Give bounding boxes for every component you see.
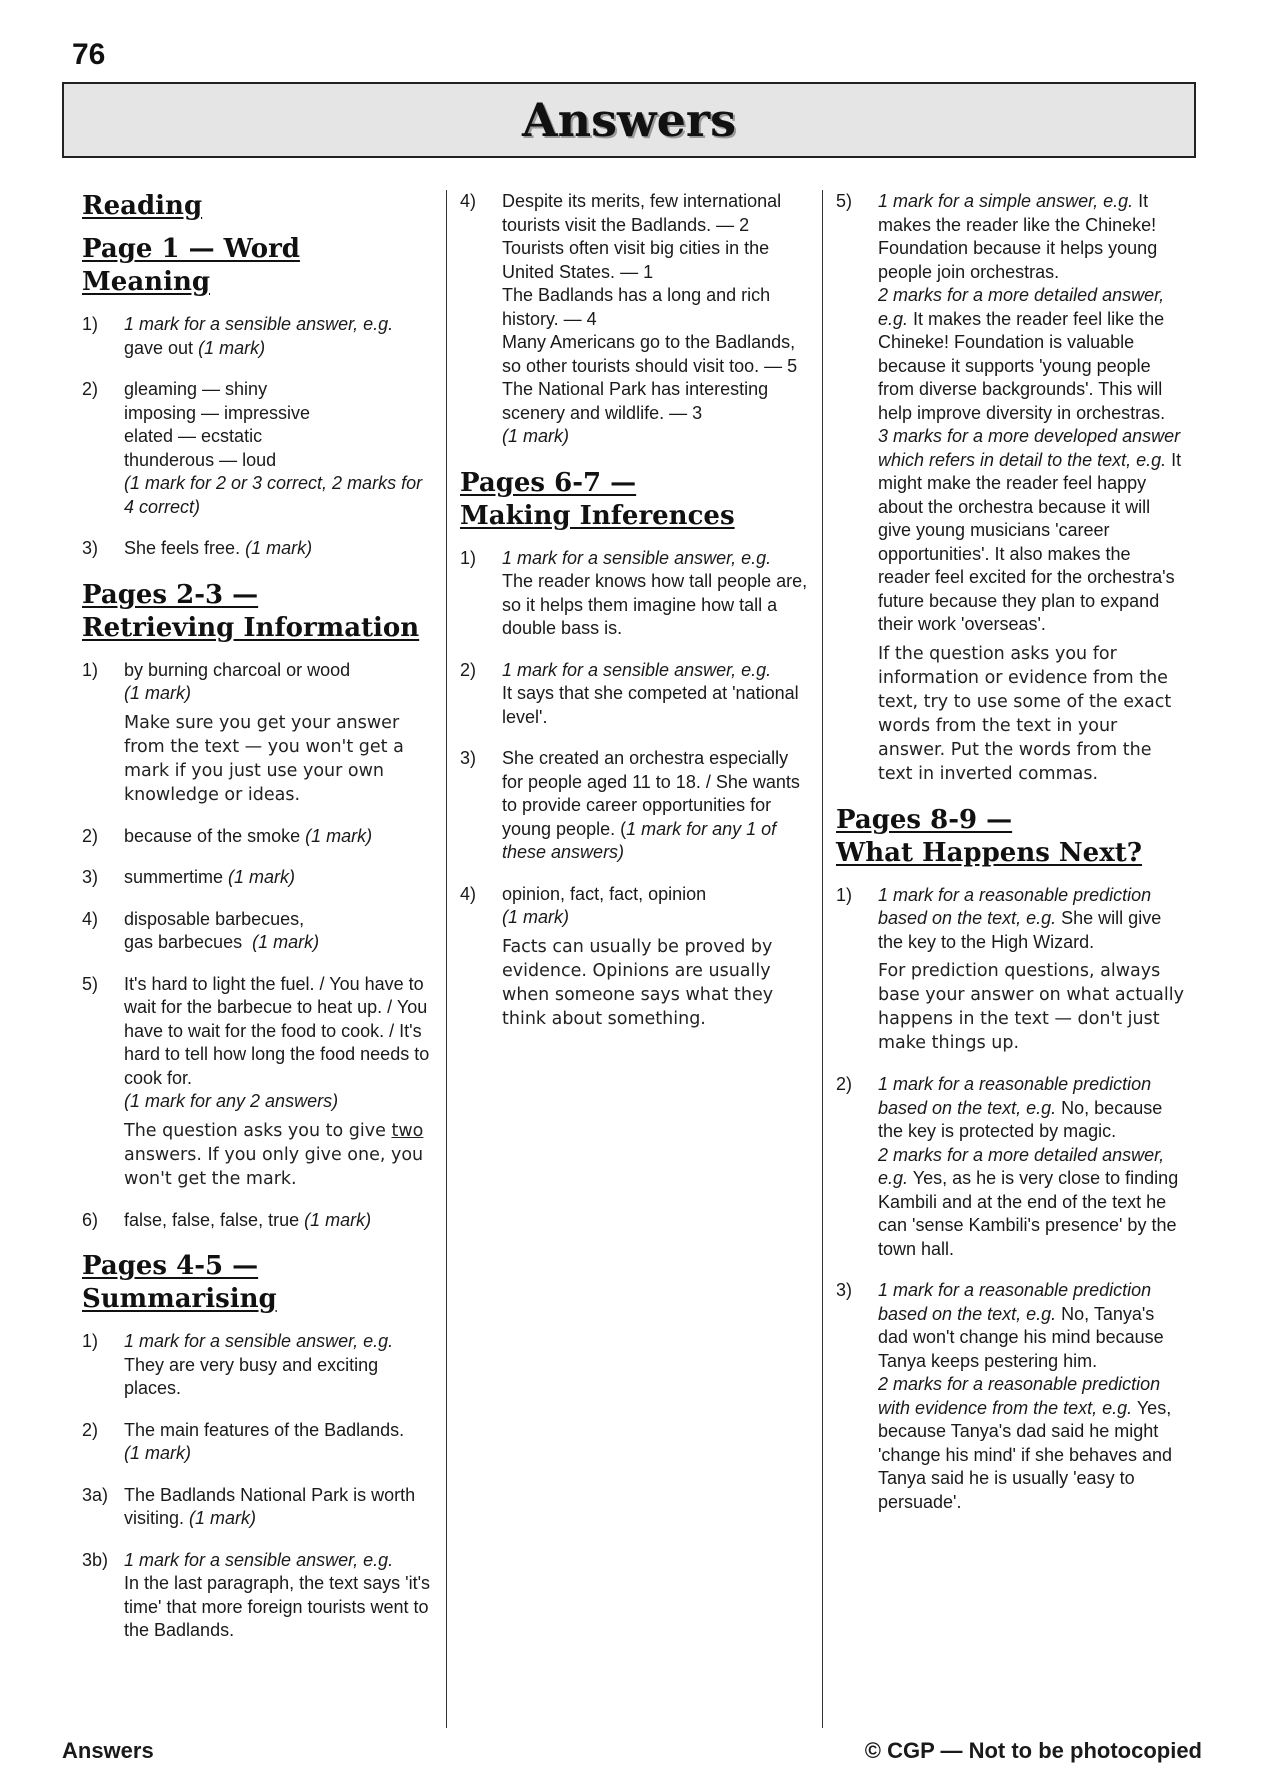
tip-note: Make sure you get your answer from the text — you won't get a mark if you just use your own knowledge or ideas. [124, 712, 404, 805]
item-number: 6) [82, 1209, 99, 1230]
item-number: 2) [82, 379, 99, 399]
answer-item [460, 747, 810, 865]
item-number: 5) [82, 973, 99, 994]
item-number: 3a) [82, 1484, 109, 1505]
answer-text: by burning charcoal or wood (1 mark) Make sure you get your answer from the text — you won't get a mark if you just use your own knowledge or ideas. [124, 659, 432, 807]
answer-text: The main features of the Badlands. (1 mark) [124, 1419, 405, 1463]
answer-text: 1 mark for a sensible answer, e.g. gave out (1 mark) [124, 314, 394, 358]
answer-text: 1 mark for a sensible answer, e.g. In the last paragraph, the text says 'it's time' that more foreign tourists went to the Badlands. [124, 1549, 431, 1640]
tip-note: If the question asks you for information or evidence from the text, try to use some of the exact words from the text in your answer. Put the words from the text in inverted commas. [878, 643, 1172, 784]
answer-text: It's hard to light the fuel. / You have to wait for the barbecue to heat up. / You have to wait for the food to cook. / It's hard to tell how long the food needs to cook for. (1 mark for any 2 answers) The question asks you to give two answers. If you only give one, you won't get the mark. [124, 973, 432, 1191]
answer-item [82, 825, 432, 849]
item-number: 2) [836, 1074, 853, 1094]
answer-item [82, 1484, 432, 1531]
heading-pages-8-9: Pages 8-9 — What Happens Next? [836, 804, 1142, 868]
section-heading-reading: Reading [82, 191, 203, 221]
answer-item [82, 866, 432, 890]
footer-copyright: © CGP — Not to be photocopied [864, 1738, 1202, 1763]
item-number: 2) [82, 1419, 99, 1440]
answer-text: 1 mark for a reasonable prediction based on the text, e.g. She will give the key to the High Wizard. For prediction questions, always base your answer on what actually happens in the text — don't just make things up. [878, 884, 1186, 1056]
answer-item [82, 378, 432, 519]
heading-pages-4-5: Pages 4-5 — Summarising [82, 1251, 277, 1314]
footer-section-label: Answers [62, 1738, 154, 1763]
answer-text: She feels free. (1 mark) [124, 538, 313, 558]
answer-item [82, 1549, 432, 1643]
item-number: 1) [836, 884, 853, 905]
tip-note: Facts can usually be proved by evidence. Opinions are usually when someone says what they think about something. [502, 936, 774, 1029]
answer-item [82, 973, 432, 1191]
answer-text: disposable barbecues, gas barbecues (1 mark) [124, 908, 320, 952]
answer-text: 1 mark for a sensible answer, e.g. They are very busy and exciting places. [124, 1331, 394, 1398]
answer-text: gleaming — shiny imposing — impressive elated — ecstatic thunderous — loud (1 mark for 2 or 3 correct, 2 marks for 4 correct) [124, 379, 423, 517]
item-number: 4) [460, 191, 477, 211]
answer-item [836, 884, 1186, 1056]
answer-text: Despite its merits, few international tourists visit the Badlands. — 2 Tourists often visit big cities in the United States. — 1 The Badlands has a long and rich history. — 4 Many Americans go to the Badlands, so other tourists should visit too. — 5 The National Park has interesting scenery and wildlife. — 3 (1 mark) [502, 191, 798, 446]
column-divider [446, 190, 447, 1728]
item-number: 3) [82, 538, 99, 558]
answer-item [460, 659, 810, 730]
answer-text: opinion, fact, fact, opinion (1 mark) Facts can usually be proved by evidence. Opinions are usually when someone says what they think about something. [502, 883, 810, 1031]
item-number: 4) [460, 883, 477, 904]
item-number: 1) [82, 314, 99, 334]
column-3 [836, 190, 1186, 1532]
answer-item [460, 547, 810, 641]
tip-note: For prediction questions, always base your answer on what actually happens in the text — don't just make things up. [878, 961, 1184, 1053]
answer-text: because of the smoke (1 mark) [124, 825, 373, 846]
page-number: 76 [72, 38, 106, 71]
answer-text: 1 mark for a simple answer, e.g. It makes the reader like the Chineke! Foundation because it helps young people join orchestras. 2 marks for a more detailed answer, e.g. It makes the reader feel like the Chineke! Foundation is valuable because it supports 'young people from diverse backgrounds'. This will help improve diversity in orchestras. 3 marks for a more developed answer which refers in detail to the text, e.g. It might make the reader feel happy about the orchestra because it will give young musicians 'career opportunities'. It also makes the reader feel excited for the orchestra's future because they plan to expand their work 'overseas'. If the question asks you for information or evidence from the text, try to use some of the exact words from the text in your answer. Put the words from the text in inverted commas. [878, 190, 1186, 786]
answer-item [82, 313, 432, 360]
item-number: 1) [460, 547, 477, 568]
answer-item [460, 190, 810, 449]
answer-item [82, 659, 432, 807]
item-number: 3b) [82, 1549, 109, 1570]
answer-item [836, 1279, 1186, 1514]
answer-item [82, 1330, 432, 1401]
answer-item [836, 1073, 1186, 1261]
item-number: 3) [836, 1280, 853, 1300]
item-number: 4) [82, 908, 99, 929]
answer-item [82, 1419, 432, 1466]
answer-item [82, 908, 432, 955]
answer-item [82, 537, 432, 561]
page-title: Answers [521, 93, 737, 147]
column-1 [82, 190, 432, 1661]
heading-page-1: Page 1 — Word Meaning [82, 234, 300, 297]
answer-text: 1 mark for a reasonable prediction based on the text, e.g. No, Tanya's dad won't change his mind because Tanya keeps pestering him. 2 marks for a reasonable prediction with evidence from the text, e.g. Yes, because Tanya's dad said he might 'change his mind' if she behaves and Tanya said he is usually 'easy to persuade'. [878, 1280, 1173, 1512]
answer-text: summertime (1 mark) [124, 867, 296, 887]
answer-text: She created an orchestra especially for people aged 11 to 18. / She wants to provide career opportunities for young people. (1 mark for any 1 of these answers) [502, 748, 800, 862]
item-number: 2) [460, 659, 477, 680]
item-number: 1) [82, 659, 99, 680]
answer-text: false, false, false, true (1 mark) [124, 1209, 372, 1230]
item-number: 2) [82, 825, 99, 846]
answer-text: 1 mark for a reasonable prediction based on the text, e.g. No, because the key is protected by magic. 2 marks for a more detailed answer, e.g. Yes, as he is very close to finding Kambili and at the end of the text he can 'sense Kambili's presence' by the town hall. [878, 1074, 1179, 1259]
answer-item [836, 190, 1186, 786]
item-number: 3) [82, 867, 99, 887]
item-number: 3) [460, 748, 477, 768]
item-number: 5) [836, 191, 853, 211]
tip-note: The question asks you to give two answers. If you only give one, you won't get the mark. [124, 1120, 424, 1189]
heading-pages-2-3: Pages 2-3 — Retrieving Information [82, 579, 420, 643]
answer-item [460, 883, 810, 1031]
column-2 [460, 190, 810, 1049]
title-banner [62, 82, 1196, 158]
answer-text: 1 mark for a sensible answer, e.g. The reader knows how tall people are, so it helps them imagine how tall a double bass is. [502, 547, 808, 638]
column-divider [822, 190, 823, 1728]
answer-item [82, 1209, 432, 1233]
item-number: 1) [82, 1331, 99, 1351]
heading-pages-6-7: Pages 6-7 — Making Inferences [460, 467, 735, 531]
answer-text: The Badlands National Park is worth visiting. (1 mark) [124, 1484, 416, 1528]
answer-text: 1 mark for a sensible answer, e.g. It says that she competed at 'national level'. [502, 659, 799, 727]
